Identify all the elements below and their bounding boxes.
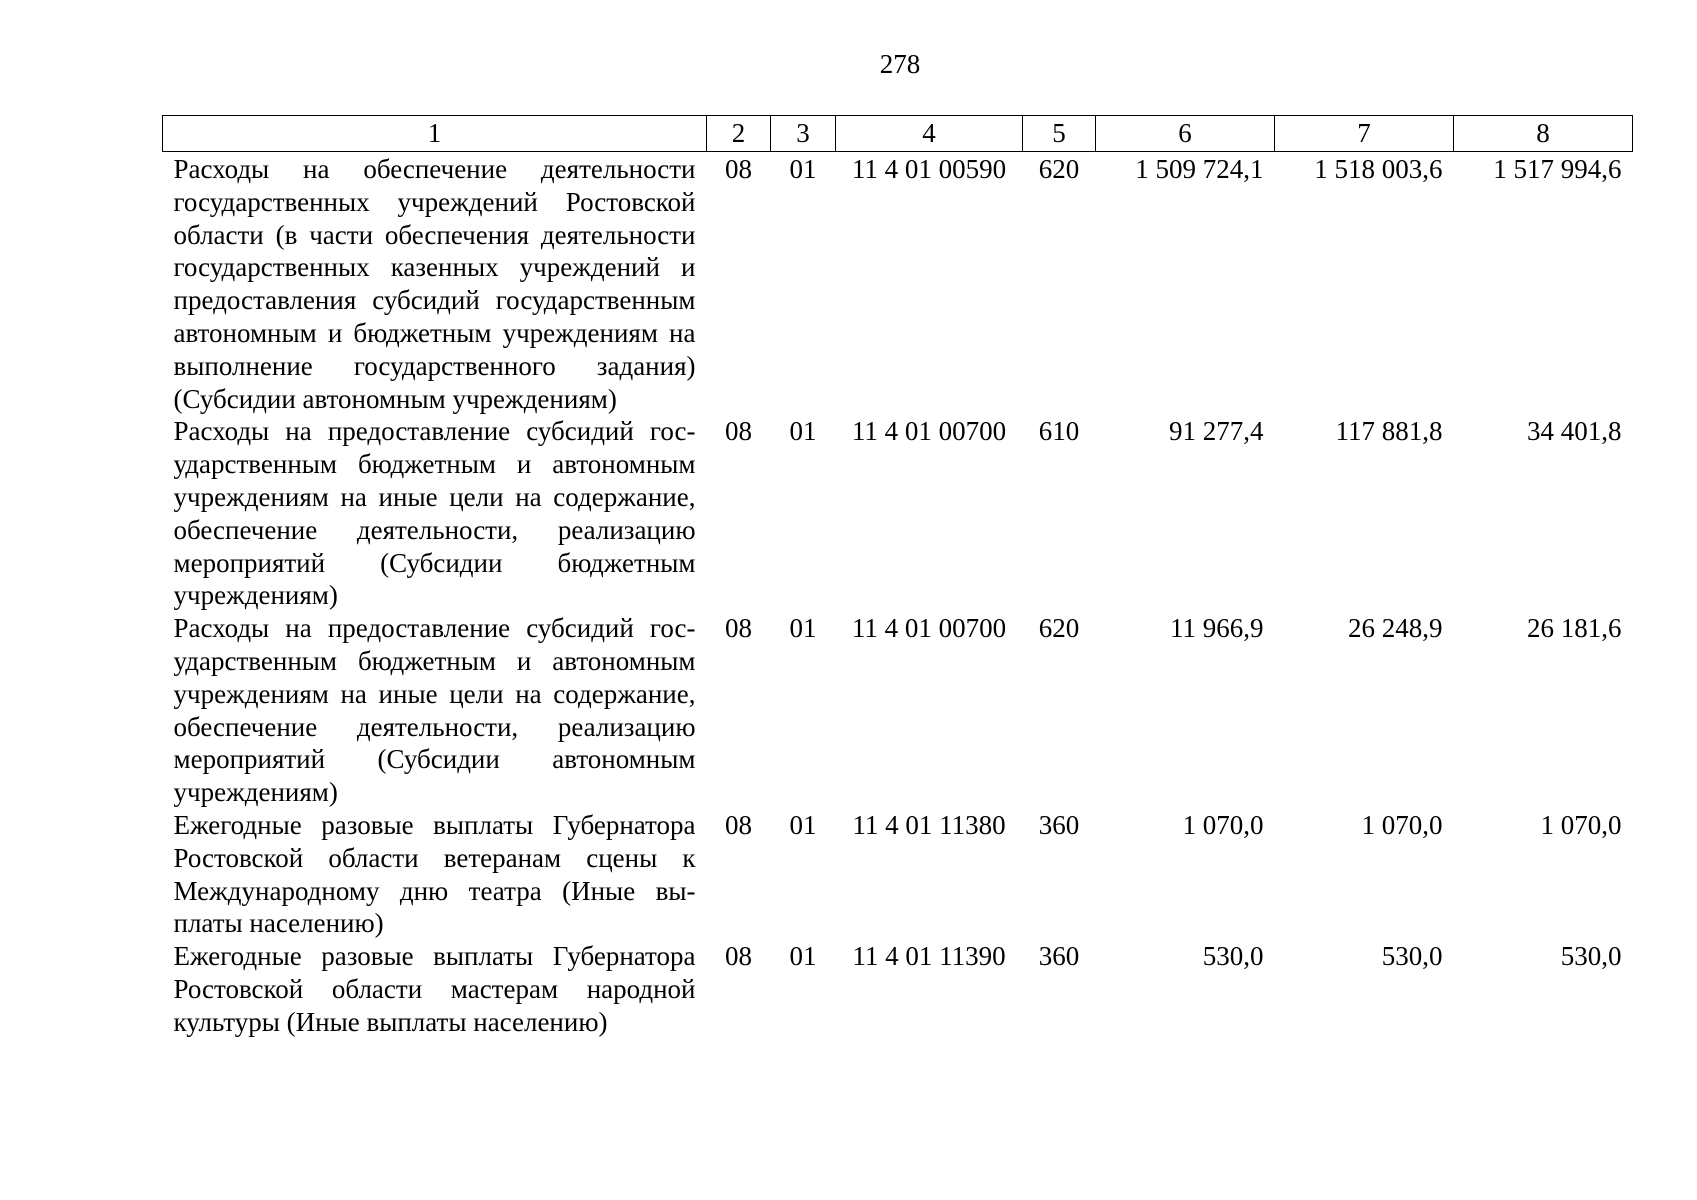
row-subsection: 01 [789,416,817,447]
row-amount-2: 117 881,8 [1335,416,1443,447]
row-amount-3: 34 401,8 [1527,416,1622,447]
row-target-article: 11 4 01 11390 [852,941,1006,972]
row-amount-3: 1 070,0 [1540,809,1622,840]
column-header: 7 [1275,116,1454,152]
table-row [163,152,1633,416]
table-row [163,940,1633,1038]
row-amount-2: 1 518 003,6 [1314,154,1443,184]
row-amount-1: 530,0 [1202,941,1264,972]
row-target-article: 11 4 01 00700 [851,613,1007,644]
row-description: Расходы на предоставление субсидий государственным бюджетным и автономным учреждениям на иные цели на содержание, обеспечение деятельности, реализацию мероприятий (Субсидии автономным учреждениям) [173,613,696,808]
row-amount-2: 530,0 [1381,941,1443,972]
column-header: 8 [1454,116,1633,152]
row-amount-2: 1 070,0 [1361,809,1443,840]
column-header: 4 [836,116,1023,152]
row-expense-type: 360 [1038,809,1080,840]
page-number: 278 [879,49,921,79]
row-section: 08 [725,809,752,840]
row-description: Ежегодные разовые выплаты Губернатора Ростовской области ветеранам сцены к Международному дню театра (Иные выплаты населению) [173,809,696,939]
column-header: 3 [771,116,836,152]
budget-table [162,115,1633,1039]
column-header: 5 [1023,116,1096,152]
row-amount-1: 1 070,0 [1182,809,1264,840]
column-header: 2 [707,116,771,152]
table-row [163,415,1633,612]
table-row [163,612,1633,809]
row-description: Расходы на обеспечение деятельности государственных учреждений Ростовской области (в части обеспечения деятельности государственных казенных учреждений и предоставления субсидий государственным автономным и бюджетным учреждениям на выполнение государственного задания) (Субсидии автономным учреждениям) [173,154,696,414]
row-description: Расходы на предоставление субсидий государственным бюджетным и автономным учреждениям на иные цели на содержание, обеспечение деятельности, реализацию мероприятий (Субсидии бюджетным учреждениям) [173,416,696,611]
row-amount-2: 26 248,9 [1348,613,1443,644]
table-header-row [163,116,1633,152]
row-amount-1: 91 277,4 [1169,416,1264,447]
row-target-article: 11 4 01 00700 [851,416,1007,447]
row-section: 08 [725,941,752,972]
row-target-article: 11 4 01 00590 [851,154,1007,184]
column-header: 6 [1096,116,1275,152]
row-section: 08 [725,154,752,184]
row-expense-type: 620 [1038,154,1080,184]
row-amount-1: 11 966,9 [1170,613,1264,644]
row-amount-3: 530,0 [1560,941,1622,972]
row-expense-type: 620 [1038,613,1080,644]
row-expense-type: 360 [1038,941,1080,972]
column-header: 1 [163,116,707,152]
row-amount-3: 1 517 994,6 [1493,154,1622,184]
row-description: Ежегодные разовые выплаты Губернатора Ростовской области мастерам народной культуры (Иные выплаты населению) [173,941,696,1037]
row-amount-3: 26 181,6 [1527,613,1622,644]
row-target-article: 11 4 01 11380 [852,809,1006,840]
row-expense-type: 610 [1038,416,1080,447]
row-amount-1: 1 509 724,1 [1135,154,1264,184]
row-subsection: 01 [789,809,817,840]
row-subsection: 01 [789,613,817,644]
row-section: 08 [725,416,752,447]
row-subsection: 01 [789,154,817,184]
row-section: 08 [725,613,752,644]
row-subsection: 01 [789,941,817,972]
table-row [163,809,1633,940]
